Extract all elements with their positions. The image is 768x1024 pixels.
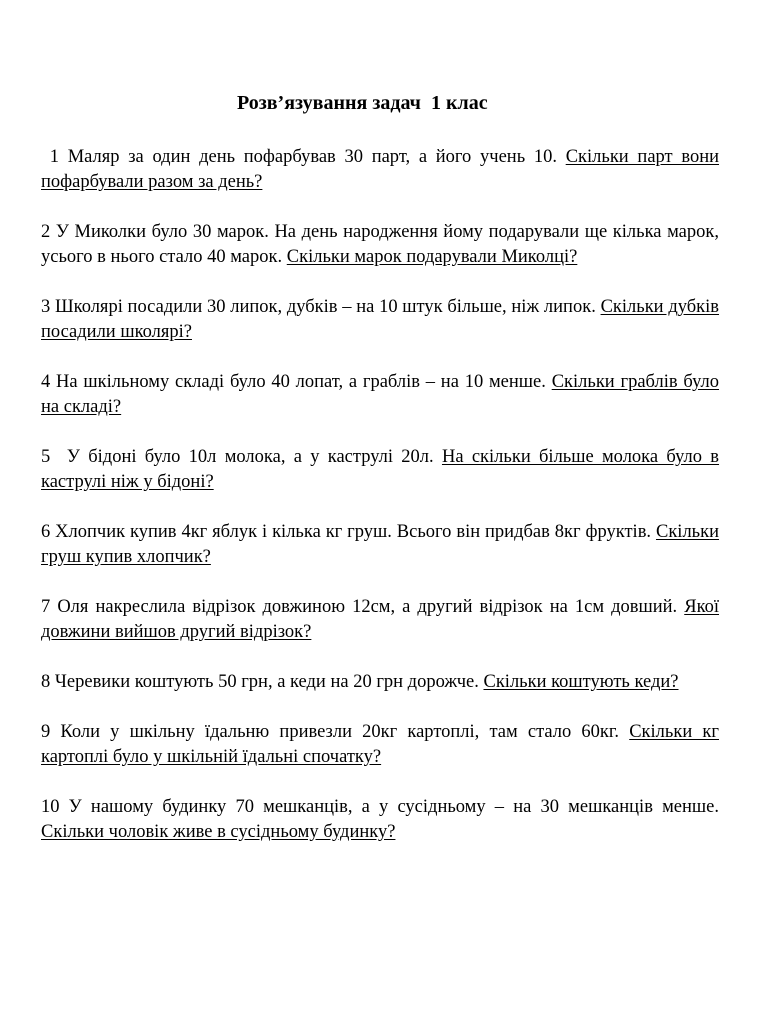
task-8 [41,670,719,695]
task-7 [41,595,719,645]
task-text: Хлопчик купив 4кг яблук і кілька кг груш. Всього він придбав 8кг фруктів. [55,522,652,542]
task-text: На шкільному складі було 40 лопат, а граблів – на 10 менше. [56,372,546,392]
document-page [41,88,719,870]
task-question: На скільки більше молока було в каструлі ніж у бідоні? [41,447,720,492]
task-number: 3 [41,297,51,317]
task-question: Скільки чоловік живе в сусідньому будинку? [41,822,396,842]
task-4 [41,370,719,420]
task-1 [41,145,719,195]
task-number: 8 [41,672,51,692]
task-question: Скільки коштують кеди? [483,672,679,692]
task-question: Скільки дубків посадили школярі? [41,297,720,342]
task-text: Оля накреслила відрізок довжиною 12см, а другий відрізок на 1см довший. [57,597,678,617]
task-6 [41,520,719,570]
task-number: 2 [41,222,51,242]
task-2 [41,220,719,270]
task-3 [41,295,719,345]
task-text: Коли у шкільну їдальню привезли 20кг картоплі, там стало 60кг. [60,722,620,742]
task-number: 9 [41,722,51,742]
task-10 [41,795,719,845]
task-question: Якої довжини вийшов другий відрізок? [41,597,720,642]
task-number: 7 [41,597,51,617]
task-question: Скільки марок подарували Миколці? [286,247,578,267]
document-title: Розв’язування задач 1 клас [237,92,488,114]
task-5 [41,445,719,495]
task-number: 4 [41,372,51,392]
task-question: Скільки граблів було на складі? [41,372,720,417]
task-number: 5 [41,447,59,467]
task-question: Скільки груш купив хлопчик? [41,522,720,567]
task-question: Скільки парт вони пофарбували разом за день? [41,147,720,192]
task-list [41,145,719,845]
task-number: 1 [41,147,59,167]
task-text: У нашому будинку 70 мешканців, а у сусідньому – на 30 мешканців менше. [68,797,719,817]
task-number: 6 [41,522,51,542]
task-number: 10 [41,797,60,817]
task-question: Скільки кг картоплі було у шкільній їдальні спочатку? [41,722,719,767]
task-text: Черевики коштують 50 грн, а кеди на 20 грн дорожче. [54,672,479,692]
task-text: У Миколки було 30 марок. На день народження йому подарували ще кілька марок, усього в нього стало 40 марок. [41,222,719,267]
task-text: Маляр за один день пофарбував 30 парт, а його учень 10. [67,147,557,167]
task-text: Школярі посадили 30 липок, дубків – на 10 штук більше, ніж липок. [54,297,596,317]
task-text: У бідоні було 10л молока, а у каструлі 20л. [66,447,434,467]
task-9 [41,720,719,770]
